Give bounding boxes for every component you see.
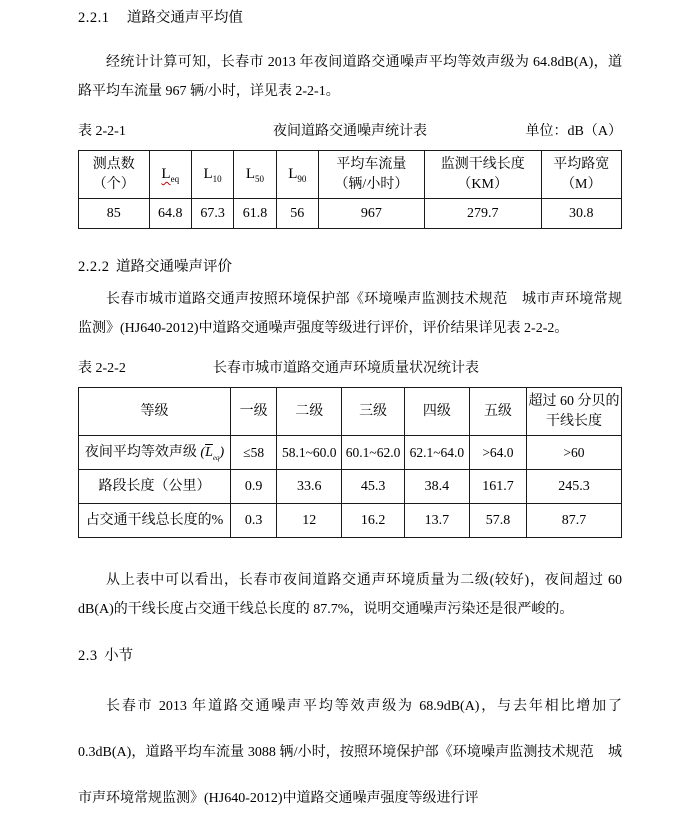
table2-title: 长春市城市道路交通声环境质量状况统计表 bbox=[213, 361, 479, 376]
table2-header-over60 bbox=[526, 388, 621, 436]
l50-symbol bbox=[246, 166, 264, 182]
table2-cell: ≤58 bbox=[231, 436, 277, 470]
table2-header-row bbox=[79, 388, 622, 436]
header-line: 测点数 bbox=[92, 156, 135, 172]
section-number: 2.3 bbox=[78, 648, 98, 664]
table2-cell: >64.0 bbox=[469, 436, 526, 470]
symbol-base: L bbox=[288, 166, 298, 182]
table1-cell: 967 bbox=[318, 199, 424, 229]
section-title: 小节 bbox=[104, 648, 134, 664]
paragraph-evaluation: 长春市城市道路交通声按照环境保护部《环境噪声监测技术规范 城市声环境常规监测》(HJ640-2012)中道路交通噪声强度等级进行评价，评价结果详见表 2-2-2。 bbox=[78, 292, 622, 336]
table2-cell: 161.7 bbox=[469, 470, 526, 504]
table1-label: 表 2-2-1 bbox=[78, 124, 126, 139]
table1-cell: 56 bbox=[276, 199, 318, 229]
table2-row-label: 占交通干线总长度的% bbox=[79, 504, 231, 538]
table2-cell: 12 bbox=[277, 504, 342, 538]
header-line: 干线长度 bbox=[545, 413, 602, 429]
section-title: 道路交通声平均值 bbox=[126, 10, 243, 26]
table1-header-l10 bbox=[191, 151, 233, 199]
header-line: （个） bbox=[92, 176, 135, 192]
symbol-base: L bbox=[161, 166, 171, 182]
table2-header-grade4: 四级 bbox=[404, 388, 469, 436]
table1-caption bbox=[78, 122, 622, 142]
leq-bar-symbol bbox=[200, 445, 224, 460]
section-number: 2.2.2 bbox=[78, 259, 110, 275]
table1-header-leq bbox=[149, 151, 191, 199]
table2-cell: 62.1~64.0 bbox=[404, 436, 469, 470]
table2-cell: 57.8 bbox=[469, 504, 526, 538]
section-heading-2-2-1 bbox=[78, 8, 622, 28]
header-line: （KM） bbox=[457, 176, 508, 192]
header-line: （辆/小时） bbox=[334, 176, 409, 192]
header-line: 超过 60 分贝的 bbox=[528, 393, 620, 409]
section-heading-2-3 bbox=[78, 646, 622, 666]
table2-cell: 16.2 bbox=[342, 504, 404, 538]
row-label-text: 夜间平均等效声级 bbox=[84, 444, 197, 460]
paragraph-summary: 长春市 2013 年道路交通噪声平均等效声级为 68.9dB(A)，与去年相比增加了 0.3dB(A)，道路平均车流量 3088 辆/小时，按照环境保护部《环境噪声监测技术规范 城市声环境常规监测》(HJ640-2012)中道路交通噪声强度等级进行评 bbox=[78, 699, 622, 806]
table2-row-length bbox=[79, 470, 622, 504]
table2-header-grade1: 一级 bbox=[231, 388, 277, 436]
table2-header-grade: 等级 bbox=[79, 388, 231, 436]
table2-row-percentage bbox=[79, 504, 622, 538]
table1-cell: 85 bbox=[79, 199, 150, 229]
paragraph-avg-value: 经统计计算可知，长春市 2013 年夜间道路交通噪声平均等效声级为 64.8dB(A)，道路平均车流量 967 辆/小时，详见表 2-2-1。 bbox=[78, 55, 622, 99]
table2-row-label: 路段长度（公里） bbox=[79, 470, 231, 504]
table1-data-row bbox=[79, 199, 622, 229]
leq-symbol bbox=[161, 166, 179, 182]
formula-base: $\overline{L}$ bbox=[205, 444, 213, 460]
table1-cell: 64.8 bbox=[149, 199, 191, 229]
night-noise-statistics-table bbox=[78, 150, 622, 229]
table2-caption bbox=[78, 359, 622, 379]
table1-header-traffic-flow bbox=[318, 151, 424, 199]
section-heading-2-2-2 bbox=[78, 257, 622, 277]
header-line: （M） bbox=[561, 176, 602, 192]
table2-cell: 38.4 bbox=[404, 470, 469, 504]
table1-unit: 单位：dB（A） bbox=[525, 124, 622, 139]
table2-row-leq bbox=[79, 436, 622, 470]
table1-header-l50 bbox=[234, 151, 276, 199]
section-title: 道路交通噪声评价 bbox=[116, 259, 233, 275]
table2-header-grade3: 三级 bbox=[342, 388, 404, 436]
table1-header-row bbox=[79, 151, 622, 199]
header-line: 监测干线长度 bbox=[440, 156, 525, 172]
table2-header-grade5: 五级 bbox=[469, 388, 526, 436]
symbol-sub: 10 bbox=[212, 174, 222, 184]
table2-cell: >60 bbox=[526, 436, 621, 470]
symbol-sub: eq bbox=[170, 174, 180, 184]
table1-cell: 30.8 bbox=[541, 199, 621, 229]
paragraph-conclusion: 从上表中可以看出，长春市夜间道路交通声环境质量为二级(较好)，夜间超过 60 dB(A)的干线长度占交通干线总长度的 87.7%，说明交通噪声污染还是很严峻的。 bbox=[78, 573, 622, 617]
table1-cell: 61.8 bbox=[234, 199, 276, 229]
symbol-sub: 90 bbox=[297, 174, 307, 184]
table2-cell: 0.9 bbox=[231, 470, 277, 504]
table2-cell: 45.3 bbox=[342, 470, 404, 504]
header-line: 平均路宽 bbox=[553, 156, 610, 172]
l10-symbol bbox=[204, 166, 222, 182]
table1-header-trunk-length bbox=[424, 151, 541, 199]
table2-cell: 60.1~62.0 bbox=[342, 436, 404, 470]
table2-cell: 87.7 bbox=[526, 504, 621, 538]
table2-cell: 245.3 bbox=[526, 470, 621, 504]
table2-cell: 33.6 bbox=[277, 470, 342, 504]
quality-grade-statistics-table bbox=[78, 387, 622, 538]
header-line: 平均车流量 bbox=[336, 156, 407, 172]
table1-header-points bbox=[79, 151, 150, 199]
symbol-base: L bbox=[203, 166, 213, 182]
formula-sub: eq bbox=[212, 453, 220, 462]
formula-open: ( bbox=[200, 444, 206, 460]
table2-cell: 0.3 bbox=[231, 504, 277, 538]
section-number: 2.2.1 bbox=[78, 10, 110, 26]
l90-symbol bbox=[288, 166, 306, 182]
table1-header-road-width bbox=[541, 151, 621, 199]
table2-header-grade2: 二级 bbox=[277, 388, 342, 436]
table1-cell: 67.3 bbox=[191, 199, 233, 229]
formula-close: ) bbox=[219, 444, 225, 460]
table2-label: 表 2-2-2 bbox=[78, 361, 126, 376]
table2-cell: 58.1~60.0 bbox=[277, 436, 342, 470]
table1-header-l90 bbox=[276, 151, 318, 199]
table1-cell: 279.7 bbox=[424, 199, 541, 229]
table2-cell: 13.7 bbox=[404, 504, 469, 538]
table1-title: 夜间道路交通噪声统计表 bbox=[273, 124, 427, 139]
table2-row-label bbox=[79, 436, 231, 470]
symbol-sub: 50 bbox=[255, 174, 265, 184]
symbol-base: L bbox=[245, 166, 256, 182]
